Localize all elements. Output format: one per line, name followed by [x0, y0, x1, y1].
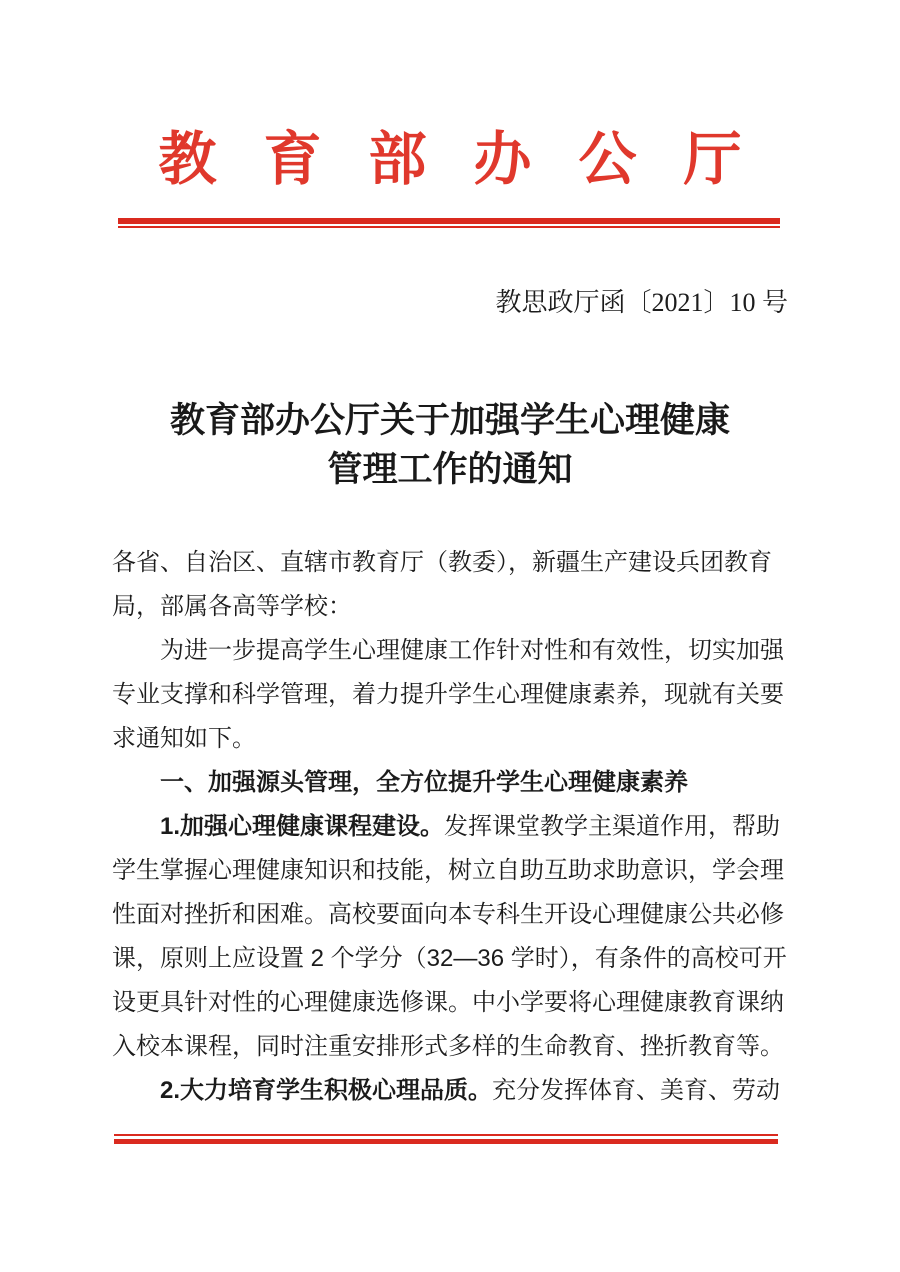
- rule-thin-line: [114, 1134, 778, 1136]
- document-number: 教思政厅函〔2021〕10 号: [495, 288, 788, 317]
- body-emphasis-text: 2.大力培育学生积极心理品质。: [160, 1077, 493, 1104]
- body-emphasis-text: 一、加强源头管理，全方位提升学生心理健康素养: [160, 769, 688, 796]
- letterhead: [0, 124, 900, 196]
- body-regular-text: 学生掌握心理健康知识和技能，树立自助互助求助意识，学会理: [112, 857, 784, 884]
- body-regular-text: 为进一步提高学生心理健康工作针对性和有效性，切实加强: [112, 637, 784, 664]
- body-line: [112, 717, 792, 761]
- body-line: [112, 849, 792, 893]
- agency-name: 教育部办公厅: [158, 127, 789, 192]
- body-line: [112, 673, 792, 717]
- body-line: [112, 541, 792, 585]
- body-regular-text: 各省、自治区、直辖市教育厅（教委），新疆生产建设兵团教育: [112, 549, 772, 576]
- rule-thick-line: [114, 1139, 778, 1144]
- notice-title-line-1: 教育部办公厅关于加强学生心理健康: [169, 401, 730, 440]
- body-regular-text: [112, 769, 160, 796]
- body-line: [112, 1069, 792, 1113]
- body-emphasis-text: 1.加强心理健康课程建设。: [160, 813, 445, 840]
- body-regular-text: 求通知如下。: [112, 725, 256, 752]
- body-line: [112, 629, 792, 673]
- body-line: [112, 585, 792, 629]
- body-regular-text: 入校本课程，同时注重安排形式多样的生命教育、挫折教育等。: [112, 1033, 784, 1060]
- body-line: [112, 1025, 792, 1069]
- body-regular-text: 性面对挫折和困难。高校要面向本专科生开设心理健康公共必修: [112, 901, 784, 928]
- body-line: [112, 761, 792, 805]
- rule-thick-line: [118, 218, 780, 224]
- notice-title: [0, 396, 900, 494]
- body-regular-text: 充分发挥体育、美育、劳动: [492, 1077, 781, 1104]
- body-regular-text: 课，原则上应设置 2 个学分（32—36 学时），有条件的高校可开: [112, 945, 787, 972]
- body-line: [112, 981, 792, 1025]
- body-line: [112, 805, 792, 849]
- body-line: [112, 893, 792, 937]
- footer-double-rule: [114, 1134, 778, 1144]
- body-line: [112, 937, 792, 981]
- body-regular-text: 局，部属各高等学校：: [112, 593, 352, 620]
- body-regular-text: [112, 813, 160, 840]
- body-regular-text: 专业支撑和科学管理，着力提升学生心理健康素养，现就有关要: [112, 681, 784, 708]
- body-regular-text: [112, 1077, 160, 1104]
- body-regular-text: 设更具针对性的心理健康选修课。中小学要将心理健康教育课纳: [112, 989, 784, 1016]
- body-text: [112, 541, 792, 1113]
- letterhead-double-rule: [118, 218, 780, 228]
- rule-thin-line: [118, 226, 780, 228]
- notice-title-line-2: 管理工作的通知: [327, 450, 573, 489]
- body-regular-text: 发挥课堂教学主渠道作用，帮助: [444, 813, 781, 840]
